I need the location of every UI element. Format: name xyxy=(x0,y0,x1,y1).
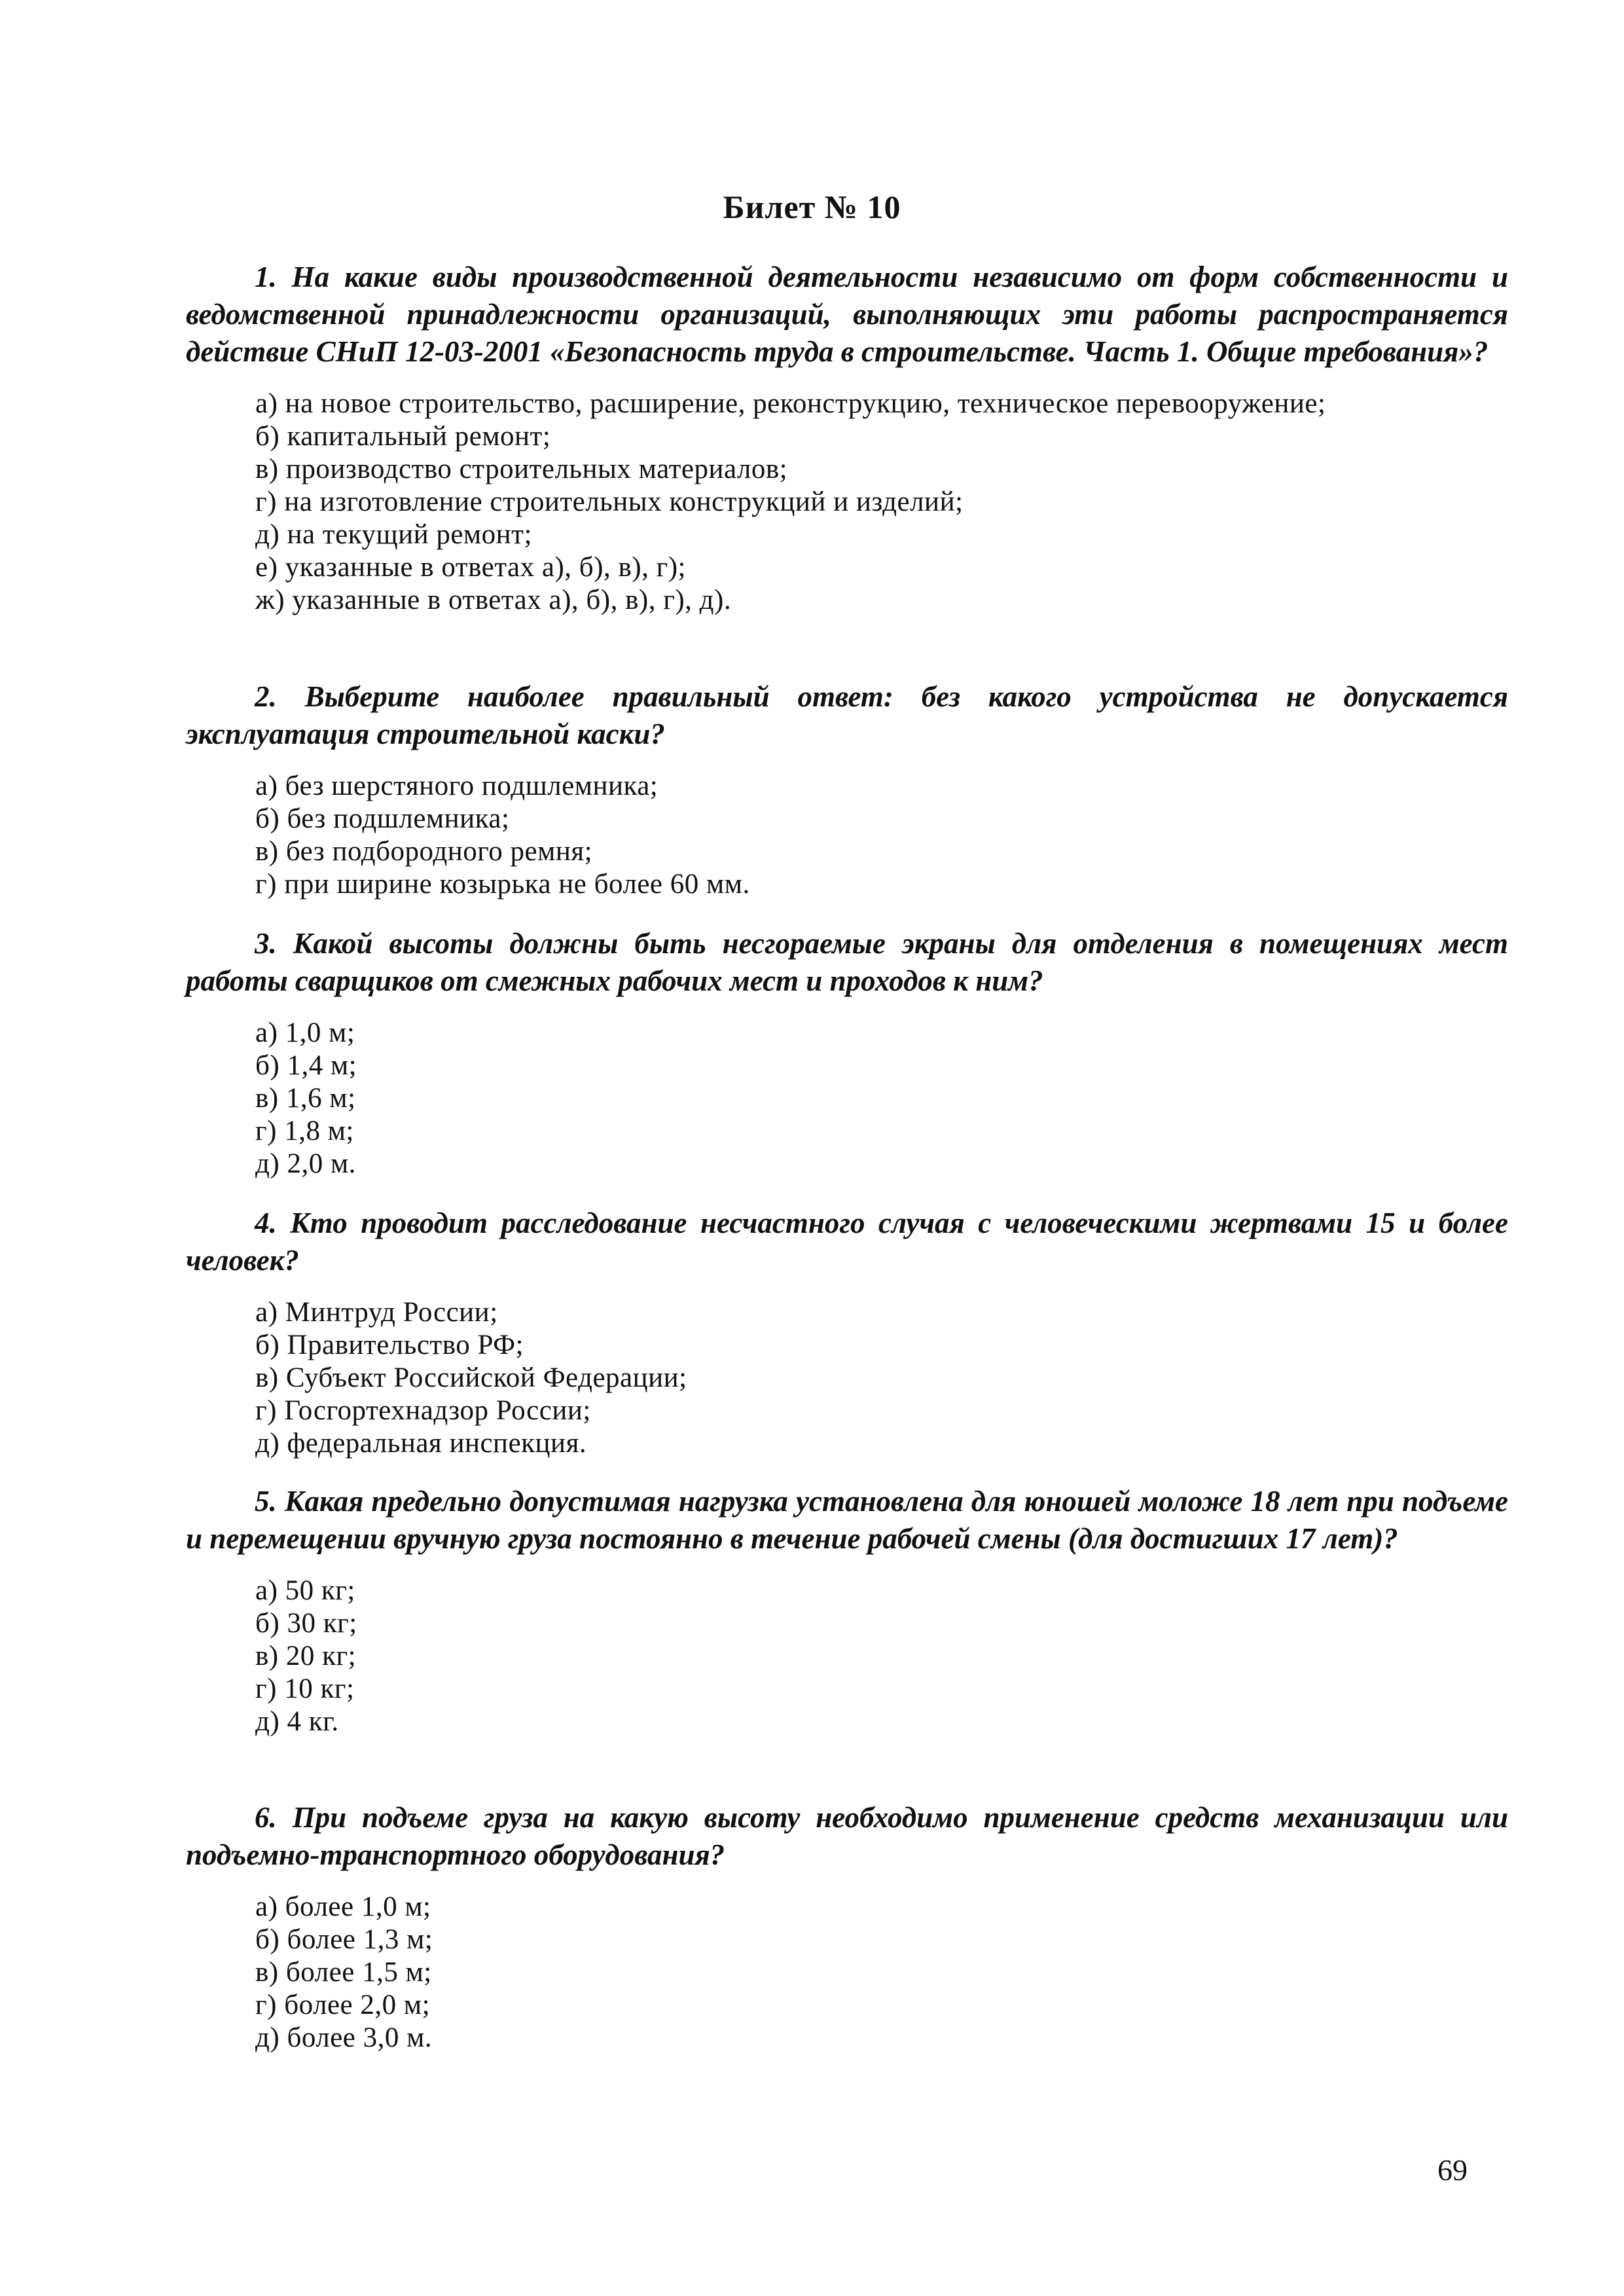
answer-option: в) производство строительных материалов; xyxy=(255,454,788,484)
answer-option: д) 4 кг. xyxy=(255,1706,339,1737)
question-2 xyxy=(186,678,1508,901)
ticket-title: Билет № 10 xyxy=(723,189,901,225)
question-text: 2. Выберите наиболее правильный ответ: без какого устройства не допускается эксплуатация строительной каски? xyxy=(186,680,1508,750)
answer-option: е) указанные в ответах а), б), в), г); xyxy=(255,552,686,583)
answer-option: б) Правительство РФ; xyxy=(255,1330,524,1360)
answer-list xyxy=(186,1891,1508,2054)
answer-option: в) 20 кг; xyxy=(255,1641,357,1671)
answer-option: а) 1,0 м; xyxy=(255,1017,355,1048)
question-4 xyxy=(186,1205,1508,1460)
question-5 xyxy=(186,1483,1508,1738)
question-text: 1. На какие виды производственной деятельности независимо от форм собственности и ведомственной принадлежности организаций, выполняющих эти работы распространяется действие СНиП 12-03-2001 «Безопасность труда в строительстве. Часть 1. Общие требования»? xyxy=(186,261,1508,368)
answer-option: а) более 1,0 м; xyxy=(255,1891,431,1922)
answer-option: в) без подбородного ремня; xyxy=(255,836,593,867)
question-1 xyxy=(186,259,1508,617)
answer-option: г) при ширине козырька не более 60 мм. xyxy=(255,869,750,900)
answer-option: а) 50 кг; xyxy=(255,1575,355,1606)
answer-option: г) более 2,0 м; xyxy=(255,1990,431,2020)
answer-option: б) более 1,3 м; xyxy=(255,1924,433,1955)
page-number: 69 xyxy=(1437,2153,1468,2187)
answer-list xyxy=(186,388,1508,617)
answer-option: а) Минтруд России; xyxy=(255,1297,498,1328)
answer-option: б) без подшлемника; xyxy=(255,803,510,834)
answer-option: д) федеральная инспекция. xyxy=(255,1428,587,1459)
answer-option: б) 30 кг; xyxy=(255,1608,357,1639)
answer-option: г) Госгортехнадзор России; xyxy=(255,1395,591,1426)
answer-option: г) на изготовление строительных конструкций и изделий; xyxy=(255,486,964,517)
answer-list xyxy=(186,1017,1508,1180)
answer-option: д) на текущий ремонт; xyxy=(255,519,532,550)
answer-option: б) 1,4 м; xyxy=(255,1050,357,1081)
answer-option: в) 1,6 м; xyxy=(255,1083,356,1114)
question-text: 5. Какая предельно допустимая нагрузка установлена для юношей моложе 18 лет при подъеме и перемещении вручную груза постоянно в течение рабочей смены (для достигших 17 лет)? xyxy=(186,1485,1508,1555)
question-text: 6. При подъеме груза на какую высоту необходимо применение средств механизации или подъемно-транспортного оборудования? xyxy=(186,1801,1508,1871)
answer-option: б) капитальный ремонт; xyxy=(255,421,551,452)
answer-option: а) без шерстяного подшлемника; xyxy=(255,771,659,801)
answer-list xyxy=(186,1575,1508,1738)
answer-option: д) 2,0 м. xyxy=(255,1148,356,1179)
question-3 xyxy=(186,925,1508,1180)
answer-option: в) более 1,5 м; xyxy=(255,1957,432,1988)
answer-option: г) 10 кг; xyxy=(255,1673,355,1704)
answer-option: д) более 3,0 м. xyxy=(255,2022,433,2053)
question-6 xyxy=(186,1799,1508,2054)
question-text: 3. Какой высоты должны быть несгораемые экраны для отделения в помещениях мест работы сварщиков от смежных рабочих мест и проходов к ним? xyxy=(186,927,1508,997)
answer-list xyxy=(186,1296,1508,1460)
answer-list xyxy=(186,770,1508,901)
answer-option: в) Субъект Российской Федерации; xyxy=(255,1362,687,1393)
answer-option: а) на новое строительство, расширение, реконструкцию, техническое перевооружение; xyxy=(255,388,1326,419)
question-text: 4. Кто проводит расследование несчастного случая с человеческими жертвами 15 и более человек? xyxy=(186,1207,1508,1277)
answer-option: ж) указанные в ответах а), б), в), г), д). xyxy=(255,585,732,615)
answer-option: г) 1,8 м; xyxy=(255,1116,354,1146)
